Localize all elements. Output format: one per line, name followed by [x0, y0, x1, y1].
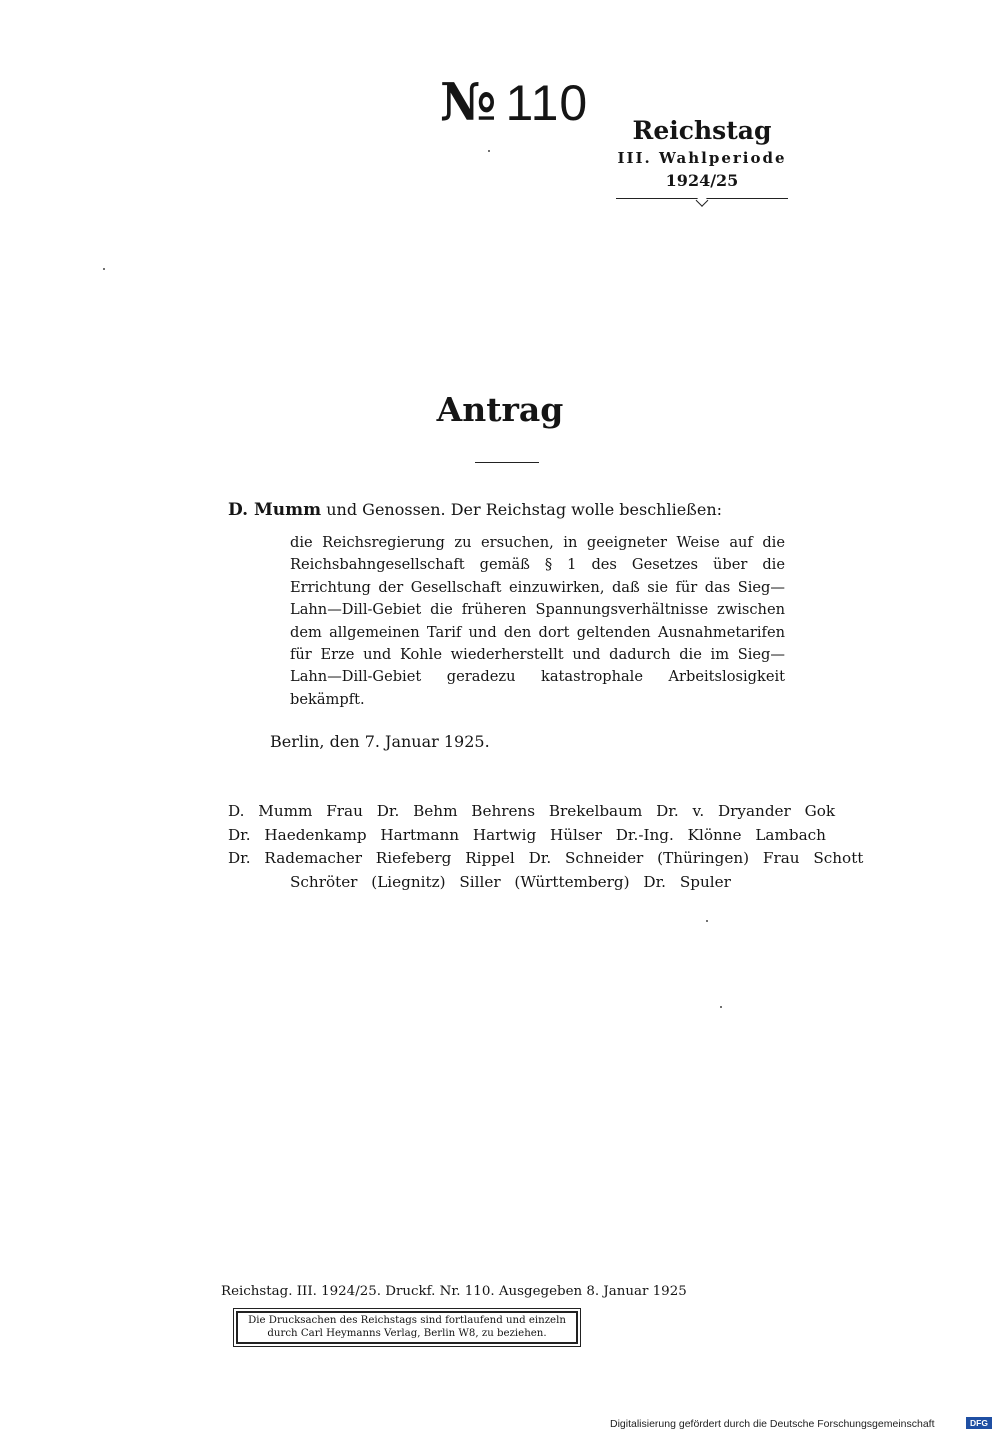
scan-speck — [488, 150, 490, 152]
signatory-line: Schröter (Liegnitz) Siller (Württemberg) Dr. Spuler — [290, 872, 731, 891]
scan-speck — [706, 920, 708, 922]
number-value: 110 — [505, 75, 589, 131]
signatory-line: D. Mumm Frau Dr. Behm Behrens Brekelbaum Dr. v. Dryander Gok — [228, 802, 836, 820]
sales-notice-line: Die Drucksachen des Reichstags sind fortlaufend und einzeln — [248, 1315, 566, 1326]
masthead-period: III. Wahlperiode — [617, 149, 787, 167]
number-sign: № — [440, 72, 498, 133]
scan-speck — [103, 268, 105, 270]
scan-speck — [720, 1006, 722, 1008]
document-number — [440, 72, 588, 133]
title-divider — [475, 462, 539, 463]
motion-body: die Reichsregierung zu ersuchen, in geeigneter Weise auf die Reichsbahngesellschaft gemäß § 1 des Gesetzes über die Errichtung der Gesellschaft einzuwirken, daß sie für das Sieg—Lahn—Dill-Gebiet die früheren Spannungsverhältnisse zwischen dem allgemeinen Tarif und den dort geltenden Ausnahmetarifen für Erze und Kohle wiederherstellt und dadurch die im Sieg—Lahn—Dill-Gebiet geradezu katastrophale Arbeitslosigkeit bekämpft. — [290, 534, 785, 708]
motion-intro — [228, 500, 722, 520]
masthead-rule — [616, 198, 788, 199]
masthead-years: 1924/25 — [665, 171, 739, 190]
mover-name: D. Mumm — [228, 500, 322, 520]
intro-text: und Genossen. Der Reichstag wolle beschließen: — [326, 500, 723, 519]
publication-line: Reichstag. III. 1924/25. Druckf. Nr. 110. Ausgegeben 8. Januar 1925 — [221, 1284, 687, 1299]
sales-notice-line: durch Carl Heymanns Verlag, Berlin W8, zu beziehen. — [267, 1327, 547, 1339]
digitization-credit: Digitalisierung gefördert durch die Deutsche Forschungsgemeinschaft — [610, 1418, 935, 1430]
signatories — [228, 800, 864, 894]
masthead-title: Reichstag — [632, 116, 772, 145]
place-date: Berlin, den 7. Januar 1925. — [270, 732, 490, 751]
dfg-logo: DFG — [966, 1417, 992, 1429]
sales-notice-box — [236, 1311, 578, 1344]
masthead — [612, 116, 792, 199]
signatory-line: Dr. Haedenkamp Hartmann Hartwig Hülser Dr.-Ing. Klönne Lambach — [228, 825, 826, 844]
signatory-line: Dr. Rademacher Riefeberg Rippel Dr. Schneider (Thüringen) Frau Schott — [228, 849, 864, 867]
document-title: Antrag — [436, 390, 564, 429]
